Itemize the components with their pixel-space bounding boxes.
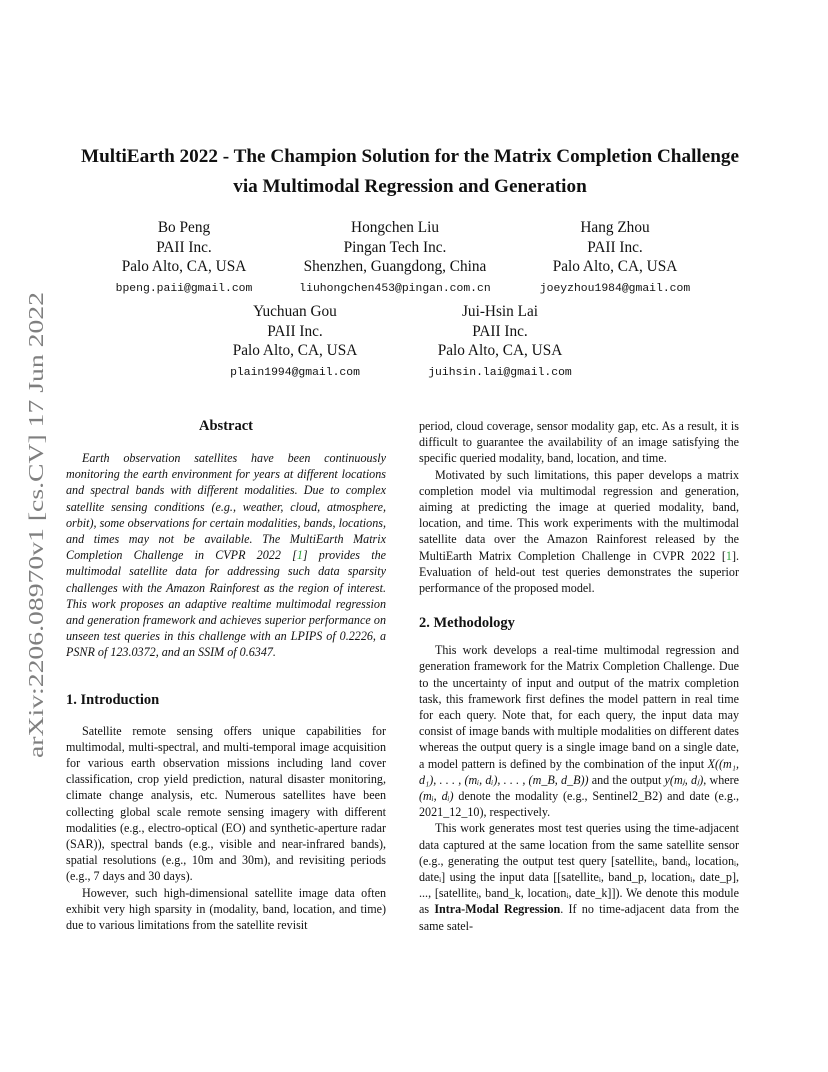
intra-modal-term: Intra-Modal Regression xyxy=(434,902,561,917)
right-paragraph-2: Motivated by such limitations, this paper develops a matrix completion model via multimodal regression and generation, aiming at predicting the image at queried modality, band, location, and time. This work experiments with the multimodal satellite data over the Amazon Rainforest released by the MultiEarth Matrix Completion Challenge in CVPR 2022 [1]. Evaluation of held-out test queries demonstrates the superior performance of the proposed model. xyxy=(419,467,739,596)
citation-link[interactable]: 1 xyxy=(725,548,732,563)
title-line-2: via Multimodal Regression and Generation xyxy=(233,176,587,197)
author-org: PAII Inc. xyxy=(472,322,528,340)
author-place: Palo Alto, CA, USA xyxy=(121,258,247,276)
author-org: PAII Inc. xyxy=(267,322,323,340)
output-formula: y(mⱼ, dⱼ) xyxy=(664,772,704,787)
author-org: PAII Inc. xyxy=(587,238,643,256)
input-formula: X((m₁, d₁), . . . , (mᵢ, dᵢ), . . . , (m_B, d_B)) xyxy=(419,756,739,787)
author-name: Yuchuan Gou xyxy=(253,303,337,320)
paper-title xyxy=(60,142,760,202)
author-name: Bo Peng xyxy=(157,219,211,236)
citation-link[interactable]: 1 xyxy=(296,548,303,563)
arxiv-identifier-stamp xyxy=(20,290,50,760)
author-block-4 xyxy=(210,302,380,383)
abstract-heading: Abstract xyxy=(199,418,253,434)
author-place: Palo Alto, CA, USA xyxy=(552,258,678,276)
arxiv-id-text: arXiv:2206.08970v1 [cs.CV] 17 Jun 2022 xyxy=(24,396,48,758)
intro-paragraph-1: Satellite remote sensing offers unique capabilities for multimodal, multi-spectral, and multi-temporal image acquisition for various earth observation missions including land cover classification, crop yield prediction, natural disaster monitoring, climate change analysis, etc. Numerous satellites have been collecting global scale remote sensing imagery with different modalities (e.g., electro-optical (EO) and synthetic-aperture radar (SAR)), spectral bands (e.g., visible and near-infrared bands), spatial resolutions (e.g., 10m and 30m), and revisiting periods (e.g., 7 days and 30 days). xyxy=(66,723,386,884)
author-name: Hongchen Liu xyxy=(351,219,439,236)
author-block-1 xyxy=(96,218,272,299)
method-paragraph-2: This work generates most test queries using the time-adjacent data captured at the same location from the same satellite sensor (e.g., generating the output test query [satelliteᵢ, bandᵢ, locationᵢ, dateᵢ] using the input data [[satelliteᵢ, band_p, locationᵢ, date_p], ..., [satelliteᵢ, band_k, locationᵢ, date_k]]). We denote this module as Intra-Modal Regression. If no time-adjacent data from the same satel- xyxy=(419,821,740,933)
author-email: plain1994@gmail.com xyxy=(230,366,360,379)
methodology-heading: 2. Methodology xyxy=(419,615,515,632)
author-email: juihsin.lai@gmail.com xyxy=(428,366,572,379)
left-column xyxy=(66,418,386,933)
intro-paragraph-2: However, such high-dimensional satellite image data often exhibit very high sparsity in (modality, band, location, and time) due to various limitations from the satellite revisit xyxy=(66,885,386,933)
intro-heading: 1. Introduction xyxy=(66,691,160,708)
title-line-1: MultiEarth 2022 - The Champion Solution for the Matrix Completion Challenge xyxy=(80,146,740,167)
author-place: Palo Alto, CA, USA xyxy=(437,342,563,360)
method-paragraph-1: This work develops a real-time multimodal regression and generation framework for the Matrix Completion Challenge. Due to the uncertainty of input and output of the matrix completion task, this framework first defines the model pattern in real time for each query. Note that, for each query, the input data may consist of image bands with multiple modalities on different dates whereas the output query is a single image band on a single date, a model pattern is defined by the combination of the input X((m₁, d₁), . . . , (mᵢ, dᵢ), . . . , (m_B, d_B)) and the output y(mⱼ, dⱼ), where (mᵢ, dᵢ) denote the modality (e.g., Sentinel2_B2) and date (e.g., 2021_12_10), respectively. xyxy=(419,643,740,820)
author-email: liuhongchen453@pingan.com.cn xyxy=(299,282,491,295)
right-column xyxy=(419,418,739,934)
author-org: PAII Inc. xyxy=(156,238,212,256)
author-org: Pingan Tech Inc. xyxy=(343,238,447,256)
author-block-5 xyxy=(412,302,588,383)
author-name: Hang Zhou xyxy=(580,219,650,236)
section-gap xyxy=(66,661,386,691)
pair-formula: (mᵢ, dᵢ) xyxy=(419,789,454,804)
abstract-text: Earth observation satellites have been continuously monitoring the earth environment for years at different locations and spectral bands with different modalities. Due to complex satellite sensing conditions (e.g., weather, cloud, atmosphere, orbit), some observations for certain modalities, bands, locations, and times may not be available. The MultiEarth Matrix Completion Challenge in CVPR 2022 [1] provides the multimodal satellite data for addressing such data sparsity challenges with the Amazon Rainforest as the region of interest. This work proposes an adaptive realtime multimodal regression and generation framework and achieves superior performance on unseen test queries in this challenge with an LPIPS of 0.2226, a PSNR of 123.0372, and an SSIM of 0.6347. xyxy=(66,451,386,660)
author-place: Shenzhen, Guangdong, China xyxy=(303,258,487,276)
section-gap xyxy=(419,596,739,614)
author-email: bpeng.paii@gmail.com xyxy=(115,282,253,295)
author-name: Jui-Hsin Lai xyxy=(461,303,539,320)
right-paragraph-1: period, cloud coverage, sensor modality gap, etc. As a result, it is difficult to guarantee the availability of an image satisfying the specific queried modality, band, location, and time. xyxy=(419,419,739,466)
author-place: Palo Alto, CA, USA xyxy=(232,342,358,360)
author-block-3 xyxy=(520,218,710,299)
author-email: joeyzhou1984@gmail.com xyxy=(539,282,691,295)
author-block-2 xyxy=(280,218,510,299)
